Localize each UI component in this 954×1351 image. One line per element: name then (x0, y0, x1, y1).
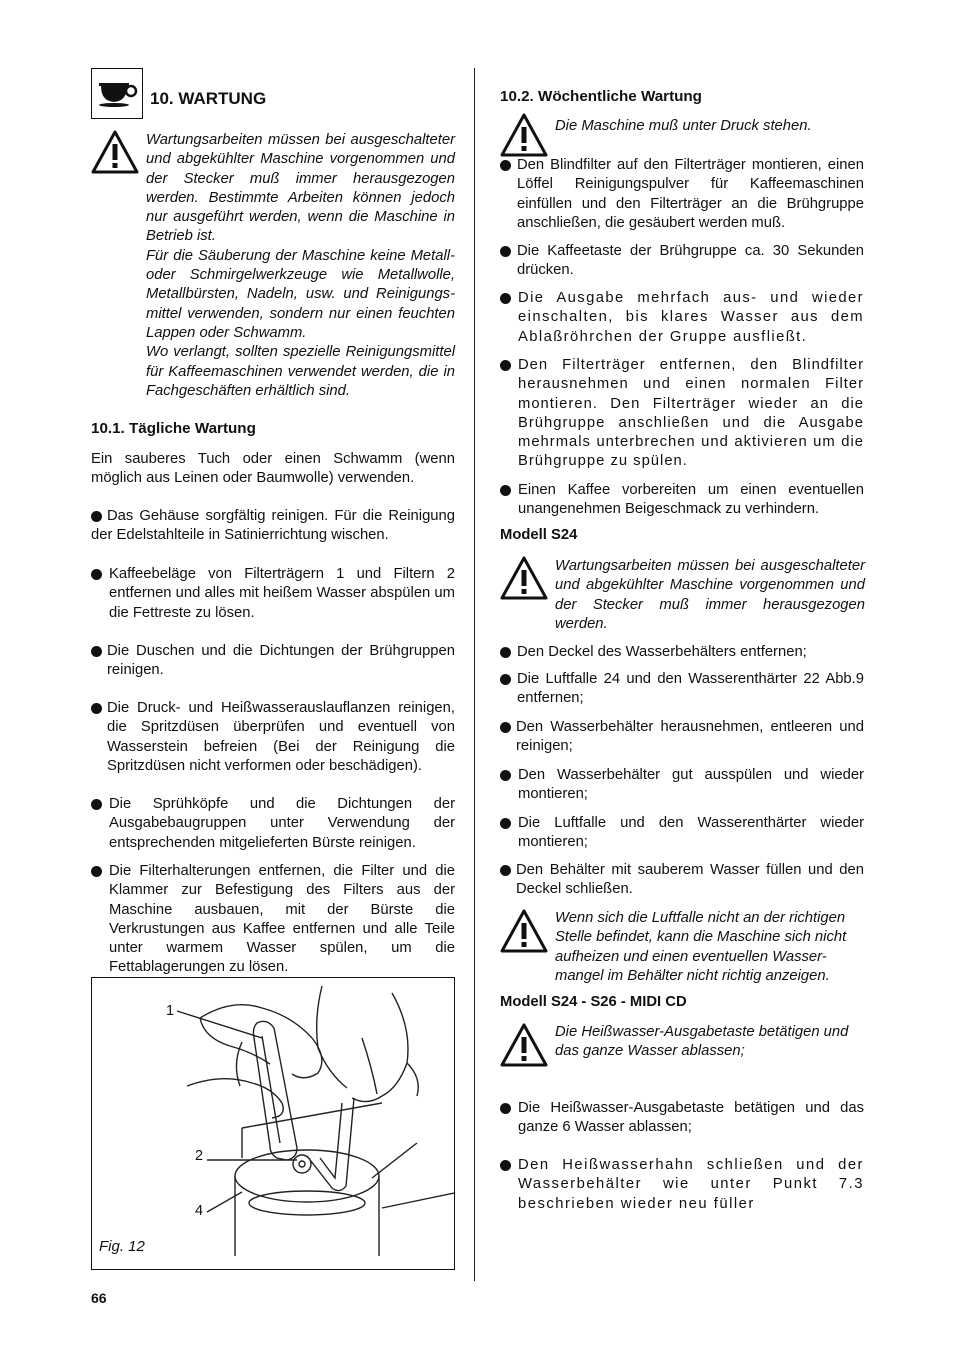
bullet-icon (500, 1160, 511, 1171)
air-trap-warning: Wenn sich die Luftfalle nicht an der richtigen Stelle befindet, kann die Maschine sich nicht aufheizen und einen eventuellen Wasser-mangel im Behälter nicht richtig anzeigen. (555, 910, 847, 984)
list-item: Die Duschen und die Dichtungen der Brühgruppen reinigen. (91, 642, 455, 681)
bullet-icon (500, 818, 511, 829)
daily-intro: Ein sauberes Tuch oder einen Schwamm (wenn möglich aus Leinen oder Baumwolle) verwenden. (91, 451, 455, 487)
list-item: Den Deckel des Wasserbehälters entfernen; (500, 643, 864, 662)
warning-triangle-icon (91, 130, 139, 174)
warning-triangle-icon (500, 1023, 548, 1067)
list-item: Die Druck- und Heißwasserauslauflanzen reinigen, die Spritzdüsen überprüfen und eventuell von Wasserstein befreien (Bei der Reinigung die Spritzdüsen nicht verformen oder beschädigen). (91, 699, 455, 776)
list-item: Die Kaffeetaste der Brühgruppe ca. 30 Sekunden drücken. (500, 242, 864, 281)
page-number: 66 (91, 1290, 107, 1306)
daily-maintenance-title: 10.1. Tägliche Wartung (91, 420, 256, 437)
list-item: Die Ausgabe mehrfach aus- und wieder einschalten, bis klares Wasser aus dem Ablaßröhrchen der Gruppe ausfließt. (500, 289, 864, 347)
list-item: Den Filterträger entfernen, den Blindfilter herausnehmen und einen normalen Filter montieren. Den Filterträger wieder an die Brühgruppe anschließen und die Ausgabe mehrmals unterbrechen und aktivieren um die Brühgruppe zu spülen. (500, 356, 864, 472)
figure-12 (91, 977, 455, 1270)
figure-label-4: 4 (195, 1203, 204, 1219)
bullet-icon (91, 799, 102, 810)
list-item: Den Wasserbehälter herausnehmen, entleeren und reinigen; (500, 718, 864, 757)
bullet-icon (91, 569, 102, 580)
warning-triangle-icon (500, 556, 548, 600)
figure-label-1: 1 (166, 1003, 175, 1019)
bullet-icon (500, 293, 511, 304)
bullet-icon (91, 703, 102, 714)
bullet-icon (500, 360, 511, 371)
warning-paragraph-3: Wo verlangt, sollten spezielle Reinigungsmittel für Kaffeemaschinen verwendet werden, die in Fachgeschäften erhältlich sind. (146, 344, 455, 399)
model-s24-s26-title: Modell S24 - S26 - MIDI CD (500, 994, 687, 1010)
bullet-icon (500, 246, 511, 257)
model-s24-title: Modell S24 (500, 527, 578, 543)
list-item: Die Heißwasser-Ausgabetaste betätigen und das ganze 6 Wasser ablassen; (500, 1099, 864, 1138)
bullet-icon (91, 866, 102, 877)
warning-paragraph-2: Für die Säuberung der Maschine keine Metall- oder Schmirgelwerkzeuge wie Metallwolle, Metallbürsten, Nadeln, usw. und Reinigungs-mittel verwenden, sondern nur einen feuchten Lappen oder Schwamm. (146, 247, 455, 341)
warning-paragraph-1: Wartungsarbeiten müssen bei ausgeschalteter und abgekühlter Maschine vorgenommen und der Stecker muß immer herausgezogen werden. Bestimmte Arbeiten können jedoch nur ausgeführt werden, wenn die Maschine in Betrieb ist. (146, 132, 455, 245)
list-item: Das Gehäuse sorgfältig reinigen. Für die Reinigung der Edelstahlteile in Satinierrichtung wischen. (91, 508, 455, 544)
column-divider (474, 68, 475, 1281)
list-item: Den Heißwasserhahn schließen und der Wasserbehälter wie unter Punkt 7.3 beschrieben wieder neu füller (500, 1156, 864, 1214)
weekly-warning: Die Maschine muß unter Druck stehen. (555, 118, 812, 134)
warning-triangle-icon (500, 909, 548, 953)
figure-caption: Fig. 12 (99, 1238, 145, 1255)
list-item: Kaffeebeläge von Filterträgern 1 und Filtern 2 entfernen und alles mit heißem Wasser abspülen um die Fettreste zu lösen. (91, 565, 455, 623)
list-item: Einen Kaffee vorbereiten um einen eventuellen unangenehmen Beigeschmack zu verhindern. (500, 481, 864, 520)
bullet-icon (500, 865, 511, 876)
list-item: Den Behälter mit sauberem Wasser füllen und den Deckel schließen. (500, 861, 864, 900)
list-item: Die Filterhalterungen entfernen, die Filter und die Klammer zur Befestigung des Filters aus der Maschine ausbauen, mit der Bürste die Verkrustungen aus Kaffee entfernen und alle Teile unter warmem Wasser spülen, um die Fettablagerungen zu lösen. (91, 862, 455, 978)
bullet-icon (500, 770, 511, 781)
warning-triangle-icon (500, 113, 548, 157)
bullet-icon (500, 722, 511, 733)
bullet-icon (91, 646, 102, 657)
coffee-cup-icon (91, 68, 143, 119)
s24-warning: Wartungsarbeiten müssen bei ausgeschalteter und abgekühlter Maschine vorgenommen und der Stecker muß immer herausgezogen werden. (555, 558, 865, 632)
bullet-icon (500, 160, 511, 171)
bullet-icon (91, 511, 102, 522)
list-item: Die Luftfalle 24 und den Wasserenthärter 22 Abb.9 entfernen; (500, 670, 864, 709)
list-item: Den Wasserbehälter gut ausspülen und wieder montieren; (500, 766, 864, 805)
list-item: Den Blindfilter auf den Filterträger montieren, einen Löffel Reinigungspulver für Kaffeemaschinen einfüllen und den Filterträger an die Brühgruppe anschließen, die gesäubert werden muß. (500, 156, 864, 233)
hot-water-warning: Die Heißwasser-Ausgabetaste betätigen und das ganze Wasser ablassen; (555, 1024, 849, 1060)
bullet-icon (500, 1103, 511, 1114)
maintenance-warning (146, 131, 455, 401)
figure-label-2: 2 (195, 1148, 204, 1164)
bullet-icon (500, 647, 511, 658)
bullet-icon (500, 674, 511, 685)
filter-holder-illustration (92, 978, 454, 1269)
bullet-icon (500, 485, 511, 496)
list-item: Die Luftfalle und den Wasserenthärter wieder montieren; (500, 814, 864, 853)
weekly-maintenance-title: 10.2. Wöchentliche Wartung (500, 88, 702, 105)
list-item: Die Sprühköpfe und die Dichtungen der Ausgabebaugruppen unter Verwendung der entsprechenden mitgelieferten Bürste reinigen. (91, 795, 455, 853)
section-title: 10. WARTUNG (150, 89, 267, 108)
